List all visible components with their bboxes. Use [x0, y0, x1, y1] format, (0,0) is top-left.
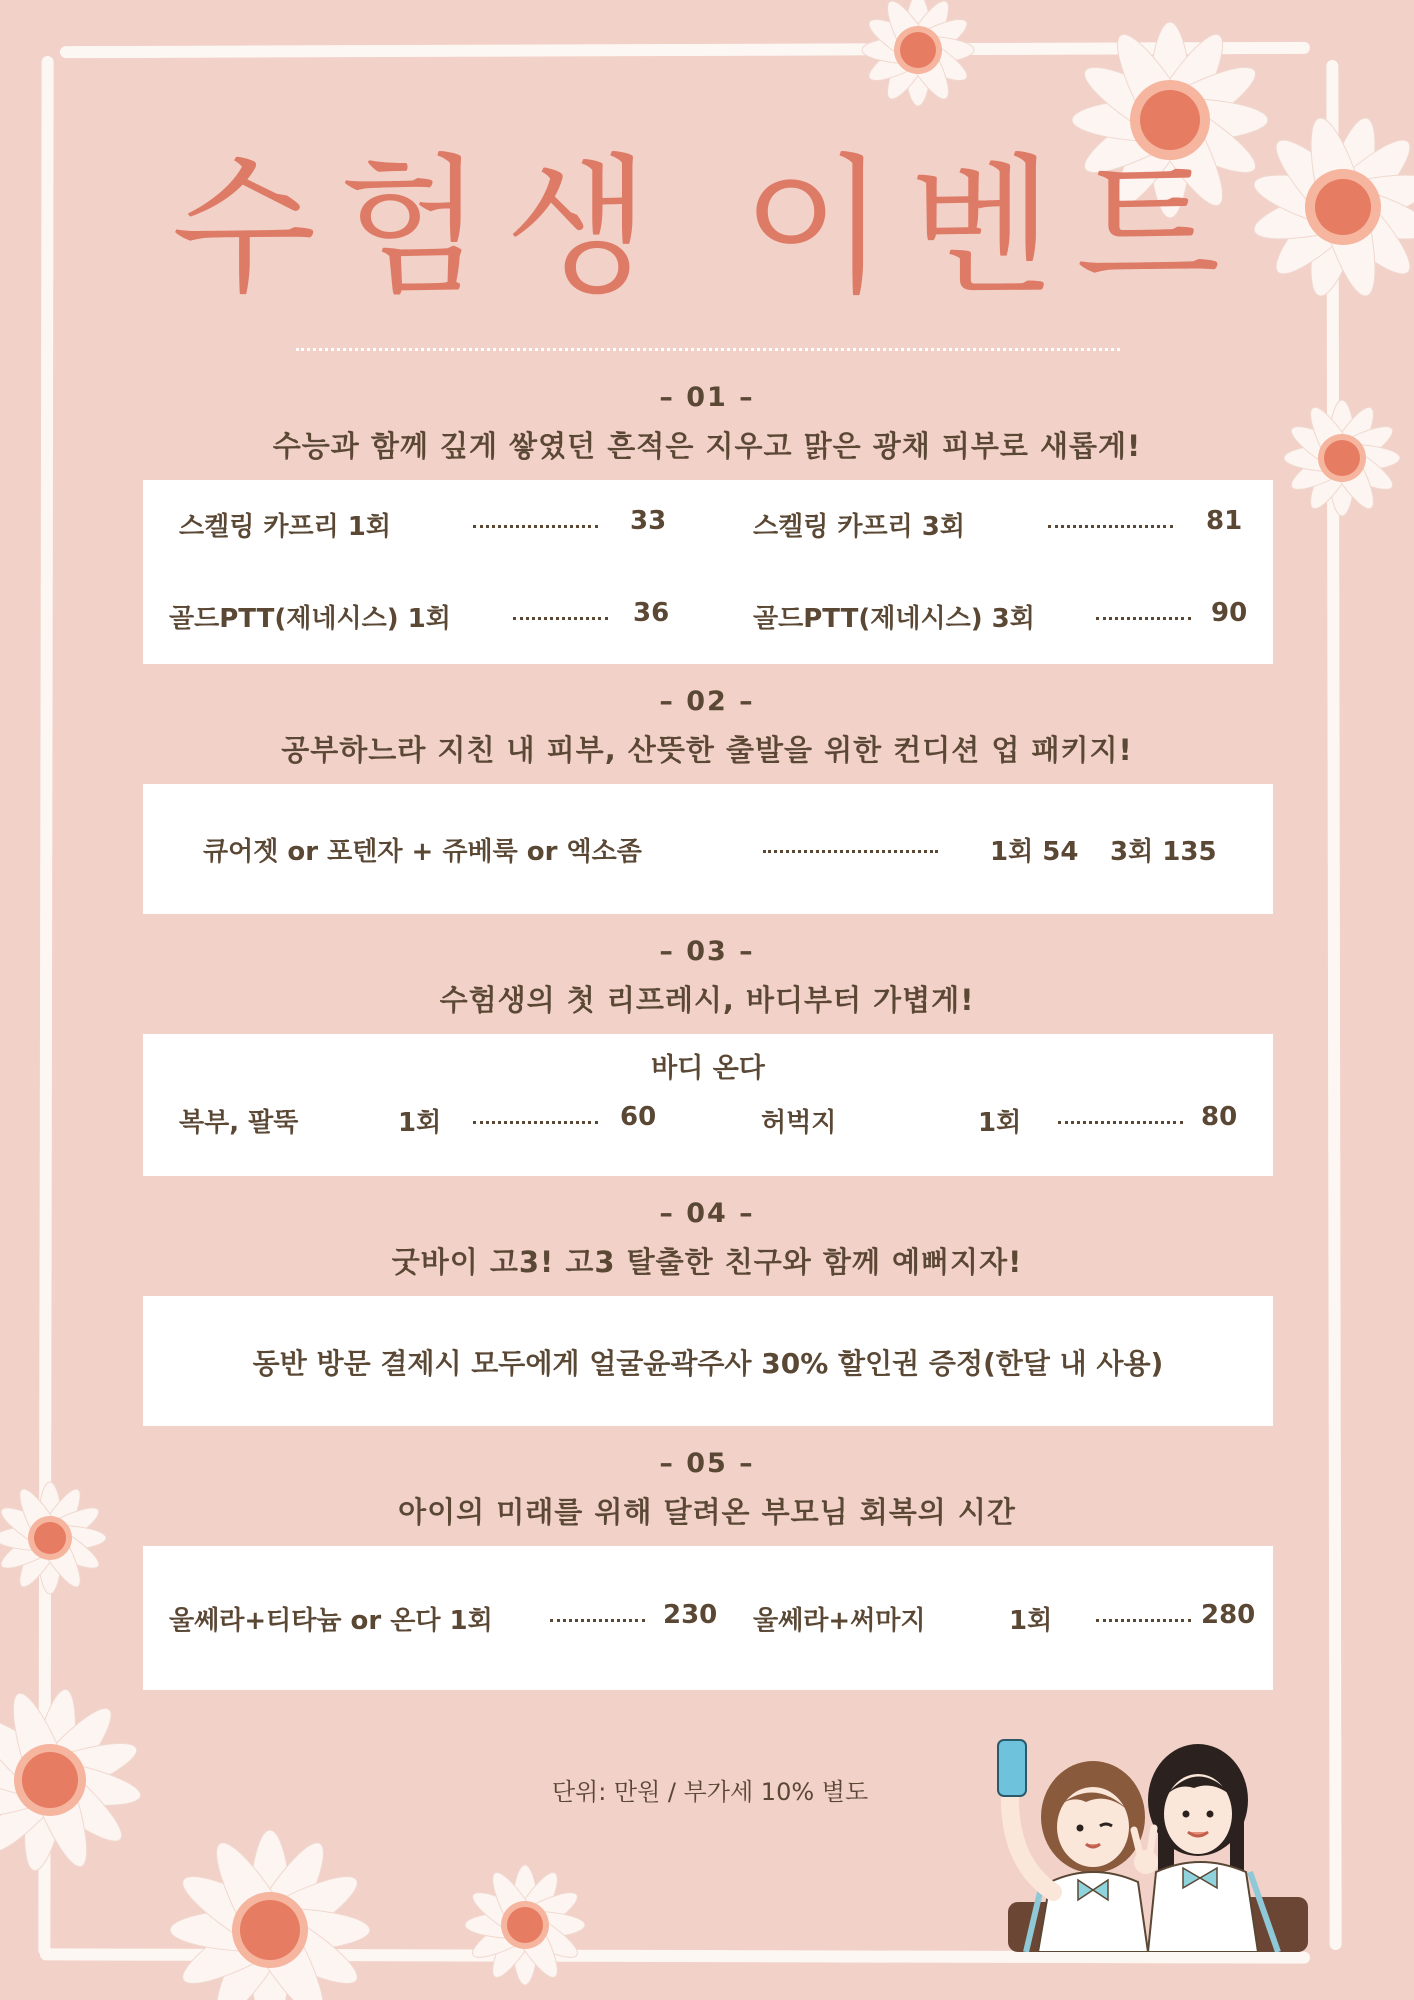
item-price: 280	[1201, 1600, 1256, 1630]
section-05-number: – 05 –	[659, 1448, 755, 1479]
item-name: 복부, 팔뚝	[179, 1108, 299, 1138]
dotted-leader	[473, 1121, 598, 1124]
item-price: 36	[633, 598, 670, 628]
students-selfie-illustration	[978, 1722, 1318, 1952]
item-count: 1회	[1009, 1606, 1053, 1636]
item-name: 허벅지	[761, 1108, 837, 1138]
dotted-leader	[1058, 1121, 1183, 1124]
item-price: 81	[1206, 506, 1243, 536]
section-02-subtitle: 공부하느라 지친 내 피부, 산뜻한 출발을 위한 컨디션 업 패키지!	[281, 733, 1133, 767]
item-name: 골드PTT(제네시스) 1회	[169, 604, 451, 634]
item-count: 1회	[398, 1108, 442, 1138]
dotted-leader	[763, 850, 938, 853]
daisy-flower-icon	[0, 1458, 120, 1618]
dotted-leader	[513, 617, 608, 620]
section-01-price-box	[143, 480, 1273, 664]
daisy-flower-icon	[445, 1845, 605, 2000]
dotted-leader	[473, 525, 598, 528]
dotted-leader	[1096, 1619, 1191, 1622]
title-divider	[296, 348, 1120, 351]
section-01-subtitle: 수능과 함께 깊게 쌓였던 흔적은 지우고 맑은 광채 피부로 새롭게!	[272, 429, 1142, 463]
item-name: 스켈링 카프리 3회	[753, 512, 966, 542]
section-01-number: – 01 –	[659, 382, 755, 413]
item-price: 60	[620, 1102, 657, 1132]
item-name: 울쎄라+티타늄 or 온다 1회	[169, 1606, 493, 1636]
section-03-number: – 03 –	[659, 936, 755, 967]
item-name: 골드PTT(제네시스) 3회	[753, 604, 1035, 634]
section-04-box	[143, 1296, 1273, 1426]
item-name: 울쎄라+써마지	[753, 1606, 926, 1636]
dotted-leader	[1048, 525, 1173, 528]
package-price-3: 3회 135	[1110, 837, 1217, 867]
section-04-number: – 04 –	[659, 1198, 755, 1229]
body-onda-heading: 바디 온다	[651, 1053, 765, 1084]
discount-offer-text: 동반 방문 결제시 모두에게 얼굴윤곽주사 30% 할인권 증정(한달 내 사용)	[252, 1347, 1164, 1380]
section-02-price-box	[143, 784, 1273, 914]
section-04-subtitle: 굿바이 고3! 고3 탈출한 친구와 함께 예뻐지자!	[391, 1245, 1023, 1279]
item-count: 1회	[978, 1108, 1022, 1138]
unit-footnote: 단위: 만원 / 부가세 10% 별도	[551, 1778, 869, 1806]
section-02-number: – 02 –	[659, 686, 755, 717]
item-price: 230	[663, 1600, 718, 1630]
section-05-price-box	[143, 1546, 1273, 1690]
package-price-1: 1회 54	[990, 837, 1079, 867]
page-title: 수험생 이벤트	[171, 141, 1243, 315]
item-price: 33	[630, 506, 667, 536]
dotted-leader	[1096, 617, 1191, 620]
section-05-subtitle: 아이의 미래를 위해 달려온 부모님 회복의 시간	[398, 1495, 1016, 1529]
package-name: 큐어젯 or 포텐자 + 쥬베룩 or 엑소좀	[203, 837, 642, 867]
item-name: 스켈링 카프리 1회	[179, 512, 392, 542]
section-03-price-box	[143, 1034, 1273, 1176]
item-price: 80	[1201, 1102, 1238, 1132]
section-03-subtitle: 수험생의 첫 리프레시, 바디부터 가볍게!	[439, 983, 975, 1017]
dotted-leader	[550, 1619, 645, 1622]
daisy-flower-icon	[838, 0, 998, 130]
item-price: 90	[1211, 598, 1248, 628]
daisy-flower-icon	[140, 1800, 400, 2000]
